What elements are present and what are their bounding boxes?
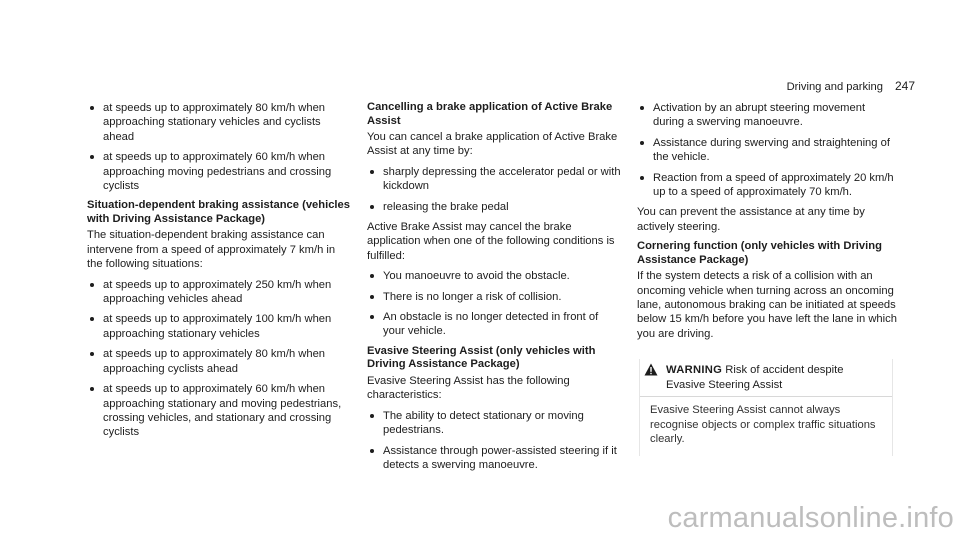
section-heading: Evasive Steering Assist (only vehicles with Driving Assistance Package) bbox=[367, 344, 596, 371]
list-item: Assistance during swerving and straightening of the vehicle. bbox=[637, 136, 897, 165]
list-item: at speeds up to approximately 80 km/h when approaching cyclists ahead bbox=[87, 347, 352, 376]
list-item: sharply depressing the accelerator pedal or with kickdown bbox=[367, 165, 622, 194]
watermark: carmanualsonline.info bbox=[667, 501, 954, 534]
list-item: at speeds up to approximately 60 km/h when approaching stationary and moving pedestrians, crossing vehicles, and stationary and crossing cyclists bbox=[87, 382, 352, 440]
bullet-list-cancel bbox=[367, 165, 622, 214]
warning-triangle-icon bbox=[644, 363, 658, 392]
section-title: Driving and parking bbox=[786, 81, 883, 93]
section-heading: Cornering function (only vehicles with Driving Assistance Package) bbox=[637, 240, 882, 266]
warning-header bbox=[640, 359, 892, 396]
warning-body: Evasive Steering Assist cannot always recognise objects or complex traffic situations clearly. bbox=[640, 396, 892, 456]
bullet-list-speeds-b bbox=[87, 278, 352, 440]
list-item: at speeds up to approximately 60 km/h when approaching moving pedestrians and crossing cyclists bbox=[87, 150, 352, 193]
bullet-list-speeds-a bbox=[87, 101, 352, 193]
column-3 bbox=[637, 101, 897, 456]
list-item: releasing the brake pedal bbox=[367, 200, 622, 214]
warning-title bbox=[666, 363, 884, 392]
bullet-list-characteristics bbox=[367, 409, 622, 473]
list-item: at speeds up to approximately 250 km/h when approaching vehicles ahead bbox=[87, 278, 352, 307]
bullet-list-conditions bbox=[367, 269, 622, 339]
column-1 bbox=[87, 101, 352, 446]
page-number: 247 bbox=[894, 79, 915, 93]
list-item: There is no longer a risk of collision. bbox=[367, 290, 622, 304]
section-heading: Situation-dependent braking assistance (vehicles with Driving Assistance Package) bbox=[87, 199, 350, 225]
bullet-list-evasive bbox=[637, 101, 897, 199]
list-item: Activation by an abrupt steering movement during a swerving manoeuvre. bbox=[637, 101, 897, 130]
paragraph: You can cancel a brake application of Active Brake Assist at any time by: bbox=[367, 131, 618, 158]
warning-label: WARNING bbox=[666, 364, 723, 377]
column-2 bbox=[367, 101, 622, 478]
list-item: at speeds up to approximately 100 km/h when approaching stationary vehicles bbox=[87, 312, 352, 341]
list-item: Reaction from a speed of approximately 20 km/h up to a speed of approximately 70 km/h. bbox=[637, 171, 897, 200]
paragraph: Active Brake Assist may cancel the brake application when one of the following conditions is fulfilled: bbox=[367, 221, 615, 262]
paragraph: The situation-dependent braking assistance can intervene from a speed of approximately 7 km/h in the following situations: bbox=[87, 229, 336, 271]
warning-box bbox=[639, 359, 893, 456]
paragraph: You can prevent the assistance at any time by actively steering. bbox=[637, 206, 865, 233]
paragraph: Evasive Steering Assist has the following characteristics: bbox=[367, 374, 570, 402]
page-header bbox=[787, 79, 915, 94]
list-item: The ability to detect stationary or moving pedestrians. bbox=[367, 409, 622, 438]
list-item: at speeds up to approximately 80 km/h when approaching stationary vehicles and cyclists ahead bbox=[87, 101, 352, 144]
warning-title-text: Risk of accident despite Evasive Steering Assist bbox=[666, 364, 844, 391]
list-item: An obstacle is no longer detected in front of your vehicle. bbox=[367, 310, 622, 339]
section-heading: Cancelling a brake application of Active Brake Assist bbox=[367, 101, 613, 127]
list-item: You manoeuvre to avoid the obstacle. bbox=[367, 269, 622, 283]
paragraph: If the system detects a risk of a collision with an oncoming vehicle when turning across an oncoming lane, autonomous braking can be initiated at speeds below 15 km/h before you have left the lane in which you are driving. bbox=[637, 270, 897, 340]
list-item: Assistance through power-assisted steering if it detects a swerving manoeuvre. bbox=[367, 444, 622, 473]
